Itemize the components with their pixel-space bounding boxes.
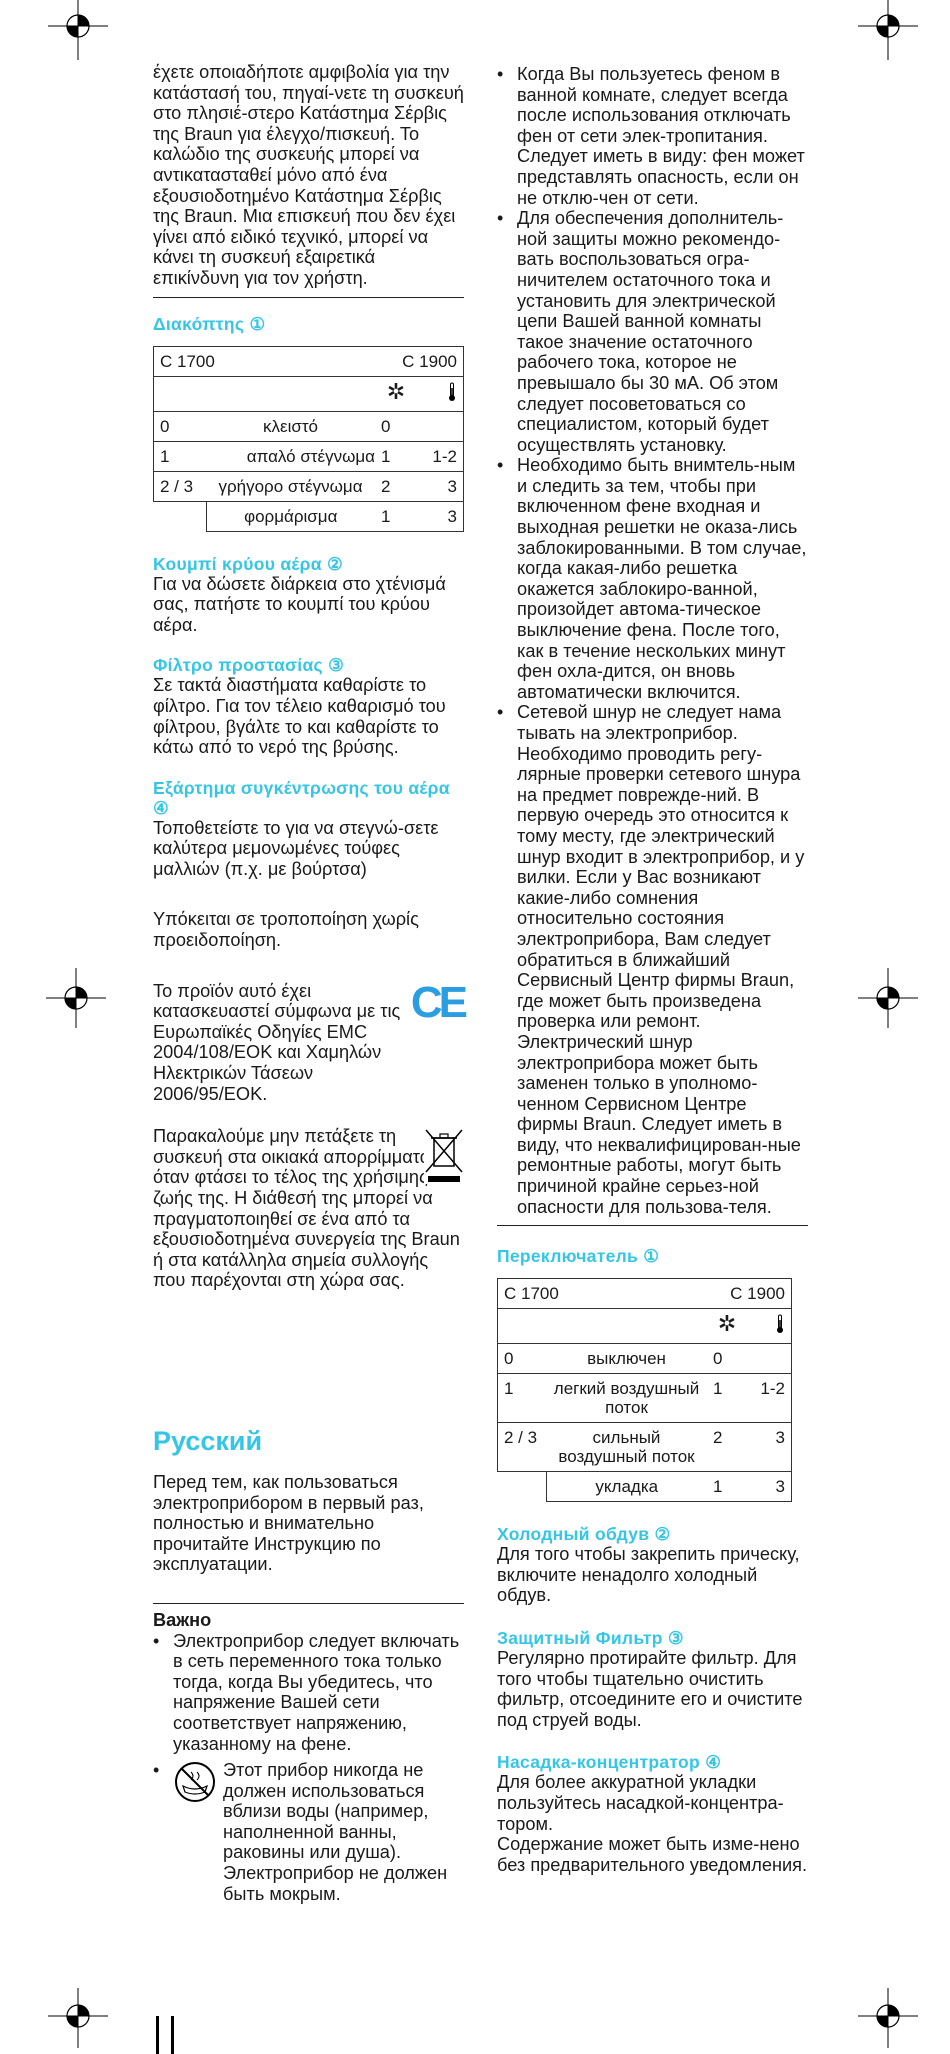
russian-switch-table <box>497 1278 792 1502</box>
table-row: 1 απαλό στέγνωμα 1 1-2 <box>154 441 464 471</box>
list-item: • Для обеспечения дополнитель-ной защиты можно рекомендо-вать воспользоваться огра-ничителем остаточного тока и установить для электрической цепи Вашей ванной комнаты такое значение остаточного рабочего тока, которое не превышало бы 30 мА. Об этом следует посоветоваться со специалистом, который будет осуществлять установку. <box>497 208 784 455</box>
left-column <box>153 62 464 1904</box>
crossed-bin-icon <box>424 1128 464 1184</box>
russian-intro: Перед тем, как пользоваться электроприбором в первый раз, полностью и внимательно прочитайте Инструкцию по эксплуатации. <box>153 1471 424 1575</box>
greek-cool-text: Για να δώσετε διάρκεια στο χτένισμά σας, πατήστε το κουμπί του κρύου αέρα. <box>153 573 446 635</box>
thermometer-icon <box>747 1309 792 1344</box>
no-water-icon <box>173 1760 223 1904</box>
table-row: 1 легкий воздушный поток 1 1-2 <box>498 1374 792 1423</box>
russian-cool-heading: Холодный обдув ② <box>497 1524 671 1545</box>
disposal-block <box>153 1126 464 1291</box>
russian-filter-heading: Защитный Фильтр ③ <box>497 1628 684 1649</box>
registration-mark-icon <box>46 968 106 1028</box>
model-1700-label: C 1700 <box>154 346 376 376</box>
greek-concentrator-text: Τοποθετείστε το για να στεγνώ-σετε καλύτερα μεμονωμένες τούφες μαλλιών (π.χ. με βούρτσα) <box>153 817 439 879</box>
registration-mark-icon <box>48 1988 108 2048</box>
table-row: 0 выключен 0 <box>498 1344 792 1374</box>
registration-mark-icon <box>858 1988 918 2048</box>
table-row: 0 κλειστό 0 <box>154 411 464 441</box>
greek-switch-table <box>153 346 464 532</box>
list-item: • Электроприбор следует включать в сеть переменного тока только тогда, когда Вы убедитесь, что напряжение Вашей сети соответствует напряжению, указанному на фене. <box>153 1630 460 1754</box>
fan-icon: ✲ <box>707 1309 747 1344</box>
greek-concentrator-heading: Εξάρτημα συγκέντρωσης του αέρα ④ <box>153 777 450 818</box>
fan-icon: ✲ <box>375 376 417 411</box>
registration-mark-icon <box>48 0 108 60</box>
table-row: φορμάρισμα 1 3 <box>154 501 464 531</box>
russian-concentrator-heading: Насадка-концентратор ④ <box>497 1752 722 1773</box>
russian-section-title: Русский <box>153 1425 263 1456</box>
table-row: 2 / 3 γρήγορο στέγνωμα 2 3 <box>154 471 464 501</box>
ce-block <box>153 977 464 1105</box>
thermometer-icon <box>417 376 464 411</box>
greek-intro-paragraph: έχετε οποιαδήποτε αμφιβολία για την κατάστασή του, πηγαί-νετε τη συσκευή στο πλησιέ-στερο Κατάστημα Σέρβις της Braun για έλεγχο/πισκευή. Το καλώδιο της συσκευής μπορεί να αντικατασταθεί μόνο από ένα εξουσιοδοτημένο Κατάστημα Σέρβις της Braun. Μια επισκευή που δεν έχει γίνει από ειδικό τεχνικό, μπορεί να κάνει τη συσκευή εξαιρετικά επικίνδυνη για τον χρήστη. <box>153 62 464 288</box>
important-heading: Важно <box>153 1609 212 1630</box>
ce-mark-icon: CE <box>410 977 464 1027</box>
greek-filter-heading: Φίλτρο προστασίας ③ <box>153 655 345 676</box>
registration-mark-icon <box>858 968 918 1028</box>
russian-change-notice: Содержание может быть изме-нено без предварительного уведомления. <box>497 1834 808 1875</box>
list-item: • Необходимо быть внимтель-ным и следить за тем, чтобы при включенном фене входная и выходная решетки не оказа-лись заблокированными. В том случае, когда какая-либо решетка окажется заблокиро-ванной, произойдет автома-тическое выключение фена. После того, как в течение нескольких минут фен охла-дится, он вновь автоматически включится. <box>497 455 807 702</box>
russian-filter-text: Регулярно протирайте фильтр. Для того чтобы тщательно очистить фильтр, отсоедините его и очистите под струей воды. <box>497 1648 803 1730</box>
right-column <box>497 64 808 1875</box>
model-1900-label: C 1900 <box>375 346 464 376</box>
russian-concentrator-text: Для более аккуратной укладки пользуйтесь насадкой-концентра-тором. <box>497 1772 784 1834</box>
model-1900-label: C 1900 <box>707 1279 792 1309</box>
table-row: укладка 1 3 <box>498 1472 792 1502</box>
table-row: 2 / 3 сильный воздушный поток 2 3 <box>498 1423 792 1472</box>
list-item: • Сетевой шнур не следует нама тывать на электроприбор. Необходимо проводить регу-лярные проверки сетевого шнура на предмет поврежде-ний. В первую очередь это относится к тому месту, где электрический шнур входит в электроприбор, и у вилки. Если у Вас возникают какие-либо сомнения относительно состояния электроприбора, Вам следует обратиться в ближайший Сервисный Центр фирмы Braun, где может быть произведена проверка или ремонт. Электрический шнур электроприбора может быть заменен только в уполномо-ченном Сервисном Центре фирмы Braun. Следует иметь в виду, что неквалифицирован-ные ремонтные работы, могут быть причиной крайне серьез-ной опасности для пользова-теля. <box>497 702 805 1217</box>
list-item: • Когда Вы пользуетесь феном в ванной комнате, следует всегда после использования отключать фен от сети элек-тропитания. Следует иметь в виду: фен может представлять опасность, если он не отклю-чен от сети. <box>497 64 805 208</box>
model-1700-label: C 1700 <box>498 1279 708 1309</box>
list-item: • Этот прибор никогда не должен использоваться вблизи воды (например, наполненной ванны, раковины или душа). Электроприбор не должен быть мокрым. <box>153 1760 448 1904</box>
bottom-trim-bars <box>156 2016 174 2054</box>
greek-ce-text: Το προϊόν αυτό έχει κατασκευαστεί σύμφωνα με τις Ευρωπαϊκές Οδηγίες EMC 2004/108/EOK και Χαμηλών Ηλεκτρικών Τάσεων 2006/95/EOK. <box>153 980 401 1104</box>
greek-filter-text: Σε τακτά διαστήματα καθαρίστε το φίλτρο. Για τον τέλειο καθαρισμό του φίλτρου, βγάλτε το και καθαρίστε το κάτω από το νερό της βρύσης. <box>153 675 446 758</box>
russian-switch-heading: Переключатель ① <box>497 1246 660 1267</box>
registration-mark-icon <box>858 0 918 60</box>
greek-change-notice: Υπόκειται σε τροποποίηση χωρίς προειδοποίηση. <box>153 909 419 951</box>
greek-switch-heading: Διακόπτης ① <box>153 313 266 334</box>
greek-cool-heading: Κουμπί κρύου αέρα ② <box>153 553 343 574</box>
greek-disposal-text: Παρακαλούμε μην πετάξετε τη συσκευή στα οικιακά απορρίμματα όταν φτάσει το τέλος της χρήσιμης ζωής της. Η διάθεσή της μπορεί να πραγματοποιηθεί σε ένα από τα εξουσιοδοτημένα συνεργεία της Braun ή στα κατάλληλα σημεία συλλογής που παρέχονται στη χώρα σας. <box>153 1126 460 1291</box>
russian-cool-text: Для того чтобы закрепить прическу, включите ненадолго холодный обдув. <box>497 1544 800 1606</box>
